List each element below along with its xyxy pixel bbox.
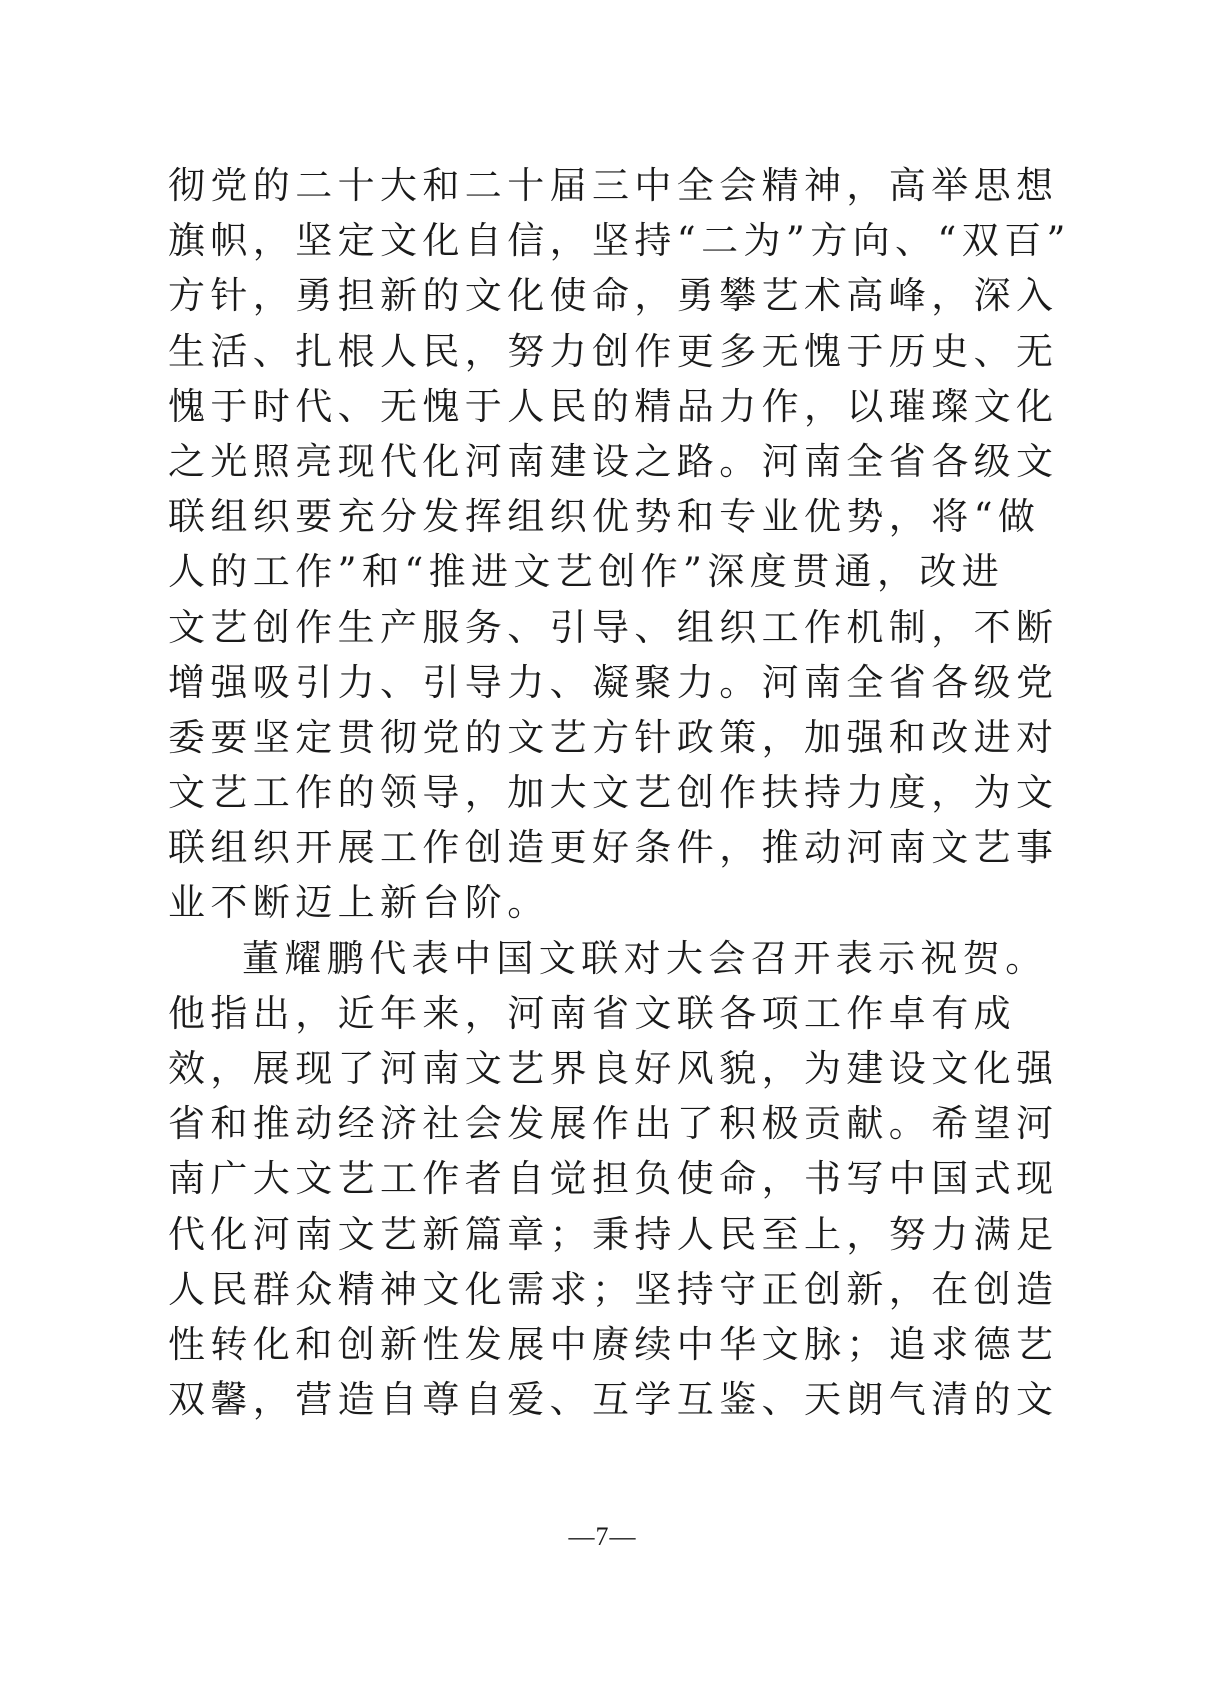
text-line: 省和推动经济社会发展作出了积极贡献。希望河 xyxy=(168,1102,1059,1146)
text-line: 委要坚定贯彻党的文艺方针政策，加强和改进对 xyxy=(168,715,1059,759)
text-line: 双馨，营造自尊自爱、互学互鉴、天朗气清的文 xyxy=(168,1378,1059,1422)
text-line: 方针，勇担新的文化使命，勇攀艺术高峰，深入 xyxy=(168,274,1059,318)
text-line: 业不断迈上新台阶。 xyxy=(168,881,550,925)
text-line: 人的工作”和“推进文艺创作”深度贯通，改进 xyxy=(168,550,1005,594)
text-line: 联组织开展工作创造更好条件，推动河南文艺事 xyxy=(168,826,1059,870)
text-line: 效，展现了河南文艺界良好风貌，为建设文化强 xyxy=(168,1047,1059,1090)
text-line: 南广大文艺工作者自觉担负使命，书写中国式现 xyxy=(168,1157,1059,1201)
text-line: 代化河南文艺新篇章；秉持人民至上，努力满足 xyxy=(168,1212,1059,1256)
text-line: 文艺创作生产服务、引导、组织工作机制，不断 xyxy=(168,605,1059,649)
text-line: 他指出，近年来，河南省文联各项工作卓有成 xyxy=(168,991,1016,1035)
text-line: 旗帜，坚定文化自信，坚持“二为”方向、“双百” xyxy=(168,219,1071,263)
text-line: 彻党的二十大和二十届三中全会精神，高举思想 xyxy=(168,164,1059,207)
text-line: 增强吸引力、引导力、凝聚力。河南全省各级党 xyxy=(168,660,1059,704)
paragraph-start-line: 董耀鹏代表中国文联对大会召开表示祝贺。 xyxy=(242,936,1048,980)
text-line: 人民群众精神文化需求；坚持守正创新，在创造 xyxy=(168,1267,1059,1311)
text-line: 之光照亮现代化河南建设之路。河南全省各级文 xyxy=(168,439,1059,483)
text-line: 愧于时代、无愧于人民的精品力作，以璀璨文化 xyxy=(168,384,1059,428)
page-number: —7— xyxy=(568,1522,637,1551)
text-line: 文艺工作的领导，加大文艺创作扶持力度，为文 xyxy=(168,771,1059,815)
text-line: 生活、扎根人民，努力创作更多无愧于历史、无 xyxy=(168,329,1059,373)
text-line: 性转化和创新性发展中赓续中华文脉；追求德艺 xyxy=(168,1322,1059,1366)
body-text xyxy=(168,158,1071,1427)
text-line: 联组织要充分发挥组织优势和专业优势，将“做 xyxy=(168,495,1041,539)
